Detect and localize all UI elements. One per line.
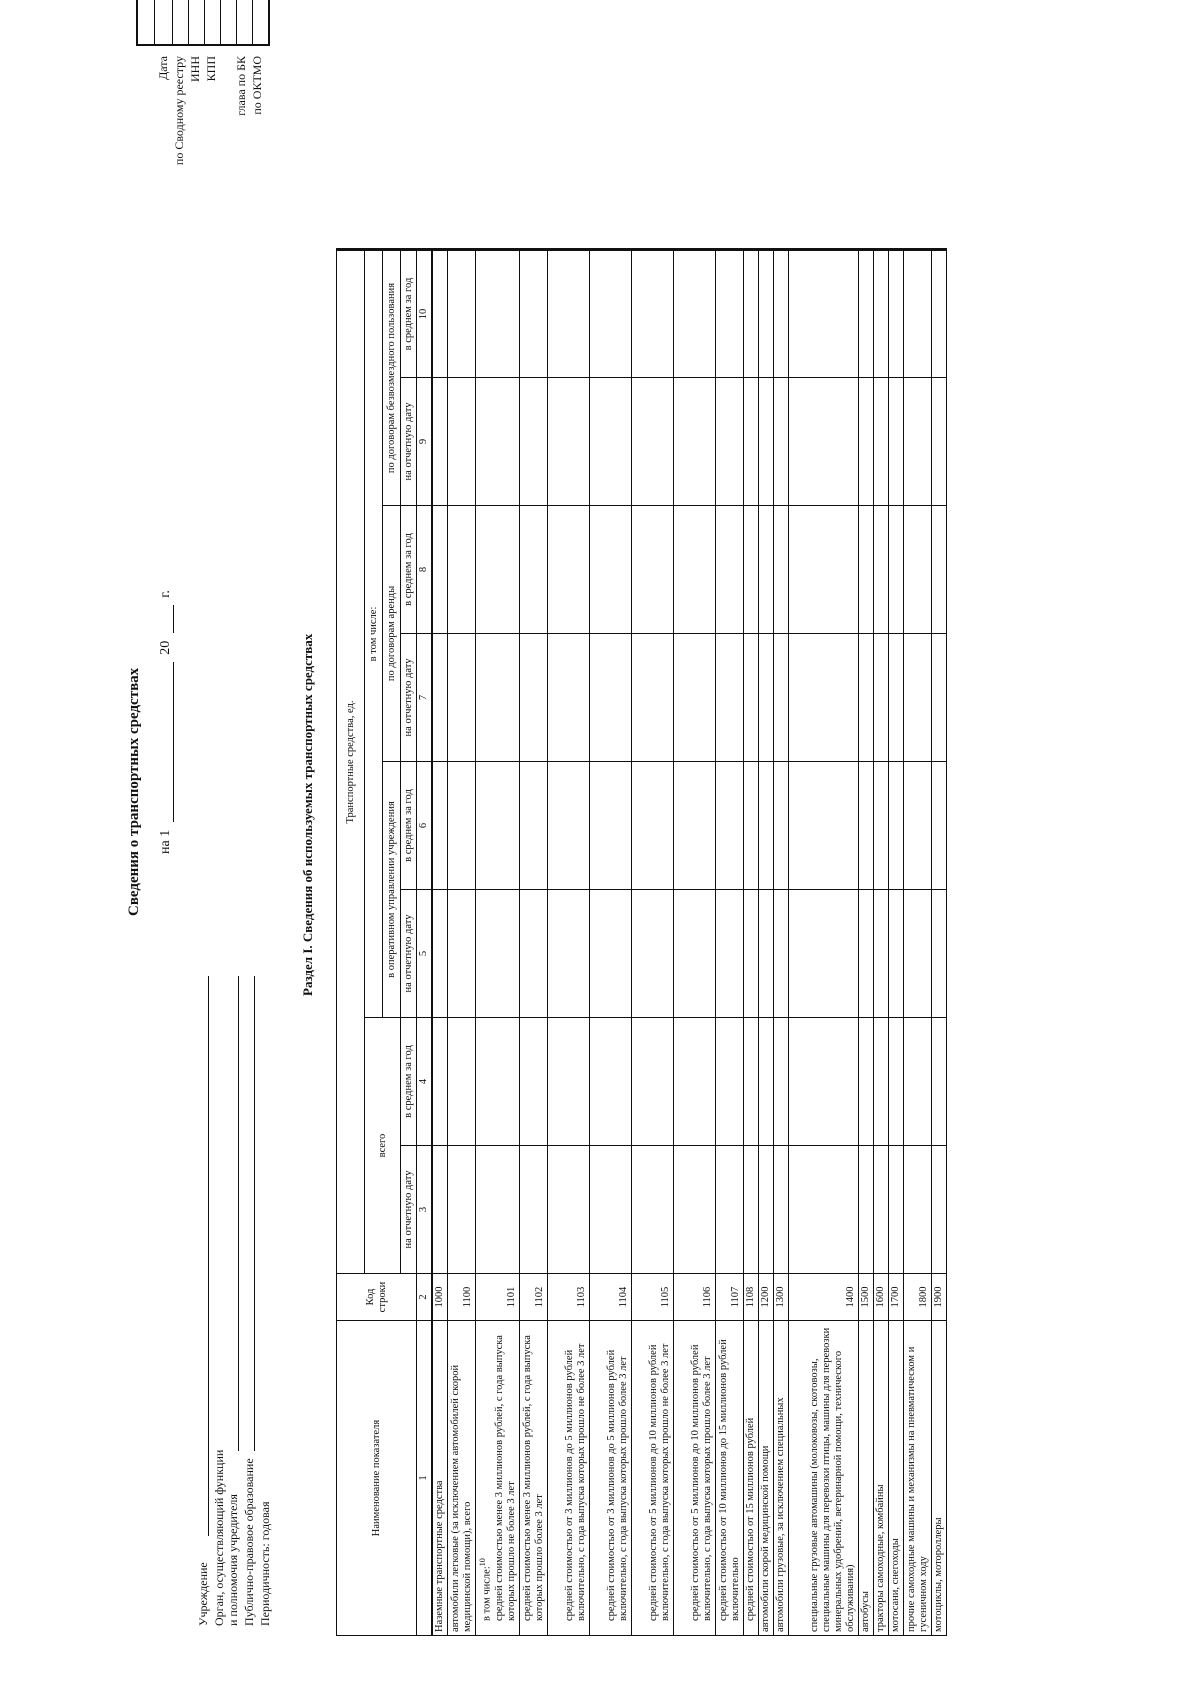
value-cell[interactable] — [873, 1018, 888, 1146]
row-name — [903, 1321, 931, 1636]
value-cell[interactable] — [888, 250, 903, 378]
field-line-municipality — [254, 976, 255, 1451]
value-cell[interactable] — [519, 762, 547, 890]
row-name-text: средней стоимостью от 5 миллионов до 10 миллионов рублей включительно, с года выпуска которых прошло не более 3 лет — [647, 1343, 671, 1621]
label-kpp: КПП — [204, 56, 218, 82]
value-cell[interactable] — [888, 762, 903, 890]
row-code: 1107 — [715, 1274, 743, 1321]
row-name-text: Наземные транспортные средства — [434, 1480, 445, 1632]
col-num: 8 — [417, 506, 433, 634]
label-registry: по Сводному реестру — [172, 56, 186, 166]
table-row — [931, 250, 946, 1636]
row-name — [758, 1321, 773, 1636]
row-name — [448, 1321, 476, 1636]
value-cell[interactable] — [873, 1146, 888, 1274]
value-cell[interactable] — [631, 250, 673, 378]
row-name-text: автомобили легковые (за исключением автомобилей скорой медицинской помощи), всего — [450, 1364, 473, 1632]
value-cell[interactable] — [519, 250, 547, 378]
row-code: 1700 — [888, 1274, 903, 1321]
row-code: 1400 — [788, 1274, 858, 1321]
label-date: Дата — [156, 56, 170, 80]
row-name-text: автомобили грузовые, за исключением специальных — [774, 1397, 786, 1632]
value-cell[interactable] — [519, 1018, 547, 1146]
value-cell[interactable] — [715, 378, 743, 506]
value-cell[interactable] — [931, 250, 946, 378]
row-code: 1800 — [903, 1274, 931, 1321]
value-cell[interactable] — [743, 1018, 758, 1146]
value-cell[interactable] — [743, 378, 758, 506]
value-cell[interactable] — [432, 762, 448, 890]
row-code: 1600 — [873, 1274, 888, 1321]
table-row — [715, 250, 743, 1636]
row-name — [873, 1321, 888, 1636]
header-avg: в среднем за год — [401, 506, 417, 634]
table-row — [589, 250, 631, 1636]
value-cell[interactable] — [931, 1146, 946, 1274]
value-cell[interactable] — [519, 506, 547, 634]
row-name-text: тракторы самоходные, комбайны — [874, 1484, 886, 1632]
row-name-text: средней стоимостью от 15 миллионов рублей — [744, 1417, 756, 1621]
table-row — [673, 250, 715, 1636]
value-cell[interactable] — [715, 506, 743, 634]
col-num: 7 — [417, 634, 433, 762]
value-cell[interactable] — [858, 250, 873, 378]
row-name-text: мотосани, снегоходы — [889, 1538, 901, 1632]
row-code: 1900 — [931, 1274, 946, 1321]
value-cell[interactable] — [476, 762, 520, 890]
value-cell[interactable] — [931, 506, 946, 634]
row-name-text: автобусы — [859, 1591, 871, 1632]
table-row — [758, 250, 773, 1636]
row-name-text: средней стоимостью от 5 миллионов до 10 миллионов рублей включительно, с года выпуска которых прошло более 3 лет — [689, 1344, 713, 1621]
value-cell[interactable] — [448, 250, 476, 378]
table-row — [773, 250, 788, 1636]
value-cell[interactable] — [903, 762, 931, 890]
value-cell[interactable] — [673, 378, 715, 506]
transport-table — [336, 248, 947, 1636]
value-cell[interactable] — [743, 250, 758, 378]
col-num: 2 — [417, 1274, 433, 1321]
field-periodicity: Периодичность: годовая — [258, 1501, 272, 1626]
section-title: Раздел I. Сведения об используемых транспортных средствах — [300, 633, 315, 996]
value-cell[interactable] — [888, 506, 903, 634]
value-cell[interactable] — [432, 1146, 448, 1274]
header-transport: Транспортные средства, ед. — [337, 250, 365, 1274]
value-cell[interactable] — [715, 634, 743, 762]
value-cell[interactable] — [476, 1146, 520, 1274]
value-cell[interactable] — [715, 1146, 743, 1274]
value-cell[interactable] — [888, 378, 903, 506]
row-name-text: мотоциклы, мотороллеры — [932, 1517, 944, 1632]
codes-header — [136, 0, 155, 46]
value-cell[interactable] — [631, 506, 673, 634]
value-cell[interactable] — [547, 250, 589, 378]
value-cell[interactable] — [476, 1018, 520, 1146]
row-name — [931, 1321, 946, 1636]
value-cell[interactable] — [547, 506, 589, 634]
value-cell[interactable] — [903, 1146, 931, 1274]
row-name — [788, 1321, 858, 1636]
value-cell[interactable] — [873, 250, 888, 378]
field-founder-1: Орган, осуществляющий функции — [212, 1449, 226, 1626]
row-name — [743, 1321, 758, 1636]
row-name-prefix: в том числе:$^{10}$ — [478, 1558, 493, 1621]
row-code: 1300 — [773, 1274, 788, 1321]
date-suffix: г. — [158, 590, 173, 598]
value-cell[interactable] — [743, 1146, 758, 1274]
col-num: 4 — [417, 1018, 433, 1146]
col-num: 5 — [417, 890, 433, 1018]
value-cell[interactable] — [931, 762, 946, 890]
value-cell[interactable] — [547, 1146, 589, 1274]
row-name — [589, 1321, 631, 1636]
value-cell[interactable] — [448, 1146, 476, 1274]
row-name-text: средней стоимостью менее 3 миллионов рублей, с года выпуска которых прошло не более 3 лет — [493, 1335, 517, 1621]
value-cell[interactable] — [715, 250, 743, 378]
row-code: 1104 — [589, 1274, 631, 1321]
value-cell[interactable] — [788, 506, 858, 634]
row-code: 1500 — [858, 1274, 873, 1321]
date-prefix: на 1 — [158, 829, 173, 854]
header-operational: в оперативном управлении учреждения — [383, 762, 401, 1018]
col-num: 10 — [417, 250, 433, 378]
row-name-text: средней стоимостью от 10 миллионов до 15 миллионов рублей включительно — [717, 1339, 741, 1621]
value-cell[interactable] — [589, 1018, 631, 1146]
value-cell[interactable] — [673, 1018, 715, 1146]
value-cell[interactable] — [758, 634, 773, 762]
value-cell[interactable] — [589, 506, 631, 634]
footnote-marker: 10 — [478, 1558, 487, 1567]
row-name — [476, 1321, 520, 1636]
table-row — [476, 250, 520, 1636]
table-row — [631, 250, 673, 1636]
value-cell[interactable] — [873, 634, 888, 762]
value-cell[interactable] — [788, 250, 858, 378]
value-cell[interactable] — [903, 1018, 931, 1146]
row-name — [547, 1321, 589, 1636]
header-at-date: на отчетную дату — [401, 890, 417, 1018]
table-row — [888, 250, 903, 1636]
row-name — [888, 1321, 903, 1636]
value-cell[interactable] — [903, 506, 931, 634]
value-cell[interactable] — [715, 762, 743, 890]
value-cell[interactable] — [673, 890, 715, 1018]
table-row — [873, 250, 888, 1636]
table-row — [432, 250, 448, 1636]
row-name-text: средней стоимостью менее 3 миллионов рублей, с года выпуска которых прошло более 3 лет — [521, 1335, 545, 1621]
value-cell[interactable] — [773, 890, 788, 1018]
value-cell[interactable] — [888, 1018, 903, 1146]
row-code: 1106 — [673, 1274, 715, 1321]
row-name — [773, 1321, 788, 1636]
field-municipality: Публично-правовое образование — [242, 1458, 256, 1626]
value-cell[interactable] — [773, 378, 788, 506]
field-line-founder — [238, 976, 239, 1451]
value-cell[interactable] — [589, 250, 631, 378]
value-cell[interactable] — [773, 762, 788, 890]
value-cell[interactable] — [888, 890, 903, 1018]
year-blank — [161, 605, 174, 633]
value-cell[interactable] — [448, 378, 476, 506]
value-cell[interactable] — [758, 890, 773, 1018]
value-cell[interactable] — [673, 762, 715, 890]
header-total: всего — [365, 1018, 401, 1274]
value-cell[interactable] — [903, 250, 931, 378]
codes-row-oktmo[interactable] — [252, 0, 271, 46]
value-cell[interactable] — [888, 634, 903, 762]
value-cell[interactable] — [547, 378, 589, 506]
value-cell[interactable] — [873, 890, 888, 1018]
value-cell[interactable] — [758, 378, 773, 506]
value-cell[interactable] — [631, 1146, 673, 1274]
value-cell[interactable] — [631, 762, 673, 890]
value-cell[interactable] — [788, 762, 858, 890]
value-cell[interactable] — [931, 890, 946, 1018]
value-cell[interactable] — [631, 1018, 673, 1146]
row-code: 1102 — [519, 1274, 547, 1321]
header-at-date: на отчетную дату — [401, 378, 417, 506]
value-cell[interactable] — [448, 890, 476, 1018]
value-cell[interactable] — [631, 890, 673, 1018]
header-name: Наименование показателя — [337, 1321, 417, 1636]
value-cell[interactable] — [432, 890, 448, 1018]
value-cell[interactable] — [873, 506, 888, 634]
header-avg: в среднем за год — [401, 1018, 417, 1146]
row-code: 1100 — [448, 1274, 476, 1321]
header-including: в том числе: — [365, 250, 383, 1018]
value-cell[interactable] — [743, 762, 758, 890]
row-code: 1108 — [743, 1274, 758, 1321]
row-code: 1105 — [631, 1274, 673, 1321]
value-cell[interactable] — [432, 378, 448, 506]
value-cell[interactable] — [589, 762, 631, 890]
value-cell[interactable] — [589, 634, 631, 762]
table-row — [519, 250, 547, 1636]
value-cell[interactable] — [432, 506, 448, 634]
label-bk-chapter: глава по БК — [234, 56, 248, 116]
value-cell[interactable] — [432, 634, 448, 762]
value-cell[interactable] — [519, 890, 547, 1018]
value-cell[interactable] — [631, 634, 673, 762]
value-cell[interactable] — [758, 250, 773, 378]
row-name — [673, 1321, 715, 1636]
value-cell[interactable] — [858, 1146, 873, 1274]
document-title: Сведения о транспортных средствах — [126, 667, 142, 916]
header-free-use: по договорам безвозмездного пользования — [383, 250, 401, 506]
date-blank — [161, 662, 174, 822]
value-cell[interactable] — [448, 1018, 476, 1146]
header-code: Код строки — [337, 1274, 417, 1321]
row-name-text: автомобили скорой медицинской помощи — [759, 1445, 771, 1632]
value-cell[interactable] — [743, 506, 758, 634]
value-cell[interactable] — [547, 890, 589, 1018]
value-cell[interactable] — [476, 250, 520, 378]
header-at-date: на отчетную дату — [401, 1146, 417, 1274]
value-cell[interactable] — [673, 634, 715, 762]
value-cell[interactable] — [858, 378, 873, 506]
value-cell[interactable] — [448, 634, 476, 762]
col-num: 9 — [417, 378, 433, 506]
value-cell[interactable] — [673, 1146, 715, 1274]
value-cell[interactable] — [858, 890, 873, 1018]
value-cell[interactable] — [589, 378, 631, 506]
row-name-text: средней стоимостью от 3 миллионов до 5 миллионов рублей включительно, с года выпуска которых прошло не более 3 лет — [563, 1343, 587, 1621]
value-cell[interactable] — [476, 634, 520, 762]
value-cell[interactable] — [858, 1018, 873, 1146]
col-num: 6 — [417, 762, 433, 890]
header-avg: в среднем за год — [401, 762, 417, 890]
value-cell[interactable] — [547, 634, 589, 762]
value-cell[interactable] — [547, 1018, 589, 1146]
row-name — [858, 1321, 873, 1636]
row-name — [432, 1321, 448, 1636]
date-year-prefix: 20 — [158, 640, 173, 655]
value-cell[interactable] — [773, 1018, 788, 1146]
field-line-institution — [208, 976, 209, 1536]
value-cell[interactable] — [788, 1018, 858, 1146]
value-cell[interactable] — [858, 762, 873, 890]
value-cell[interactable] — [858, 634, 873, 762]
row-name — [631, 1321, 673, 1636]
value-cell[interactable] — [858, 506, 873, 634]
value-cell[interactable] — [589, 890, 631, 1018]
value-cell[interactable] — [519, 378, 547, 506]
value-cell[interactable] — [673, 250, 715, 378]
value-cell[interactable] — [773, 250, 788, 378]
table-row — [743, 250, 758, 1636]
value-cell[interactable] — [476, 378, 520, 506]
value-cell[interactable] — [773, 506, 788, 634]
value-cell[interactable] — [715, 1018, 743, 1146]
row-code: 1200 — [758, 1274, 773, 1321]
header-avg: в среднем за год — [401, 250, 417, 378]
label-inn: ИНН — [188, 56, 202, 82]
value-cell[interactable] — [873, 378, 888, 506]
value-cell[interactable] — [589, 1146, 631, 1274]
header-at-date: на отчетную дату — [401, 634, 417, 762]
table-row — [448, 250, 476, 1636]
value-cell[interactable] — [758, 1146, 773, 1274]
col-num: 3 — [417, 1146, 433, 1274]
value-cell[interactable] — [519, 1146, 547, 1274]
table-row — [547, 250, 589, 1636]
value-cell[interactable] — [448, 762, 476, 890]
row-name — [715, 1321, 743, 1636]
value-cell[interactable] — [773, 1146, 788, 1274]
field-institution: Учреждение — [196, 1562, 210, 1626]
value-cell[interactable] — [758, 1018, 773, 1146]
table-row — [858, 250, 873, 1636]
value-cell[interactable] — [888, 1146, 903, 1274]
value-cell[interactable] — [715, 890, 743, 1018]
row-code: 1101 — [476, 1274, 520, 1321]
value-cell[interactable] — [432, 250, 448, 378]
value-cell[interactable] — [931, 1018, 946, 1146]
value-cell[interactable] — [788, 634, 858, 762]
value-cell[interactable] — [448, 506, 476, 634]
value-cell[interactable] — [631, 378, 673, 506]
value-cell[interactable] — [547, 762, 589, 890]
value-cell[interactable] — [788, 890, 858, 1018]
header-lease: по договорам аренды — [383, 506, 401, 762]
value-cell[interactable] — [743, 634, 758, 762]
value-cell[interactable] — [903, 378, 931, 506]
value-cell[interactable] — [476, 506, 520, 634]
row-name — [519, 1321, 547, 1636]
value-cell[interactable] — [903, 890, 931, 1018]
value-cell[interactable] — [519, 634, 547, 762]
value-cell[interactable] — [903, 634, 931, 762]
value-cell[interactable] — [931, 634, 946, 762]
value-cell[interactable] — [758, 506, 773, 634]
value-cell[interactable] — [873, 762, 888, 890]
value-cell[interactable] — [788, 378, 858, 506]
col-num: 1 — [417, 1321, 433, 1636]
row-code: 1103 — [547, 1274, 589, 1321]
value-cell[interactable] — [476, 890, 520, 1018]
field-founder-2: и полномочия учредителя — [226, 1494, 240, 1626]
row-name-text: прочие самоходные машины и механизмы на пневматическом и гусеничном ходу — [905, 1346, 929, 1632]
table-row — [903, 250, 931, 1636]
value-cell[interactable] — [673, 506, 715, 634]
row-name-text: специальные грузовые автомашины (молоковозы, скотовозы, специальные машины для перевозки птицы, машины для перевозки минеральных удобрений, ветеринарной помощи, технического обслуживания) — [808, 1327, 856, 1632]
table-row — [788, 250, 858, 1636]
value-cell[interactable] — [931, 378, 946, 506]
value-cell[interactable] — [758, 762, 773, 890]
value-cell[interactable] — [743, 890, 758, 1018]
value-cell[interactable] — [788, 1146, 858, 1274]
row-name-text: средней стоимостью от 3 миллионов до 5 миллионов рублей включительно, с года выпуска которых прошло более 3 лет — [605, 1349, 629, 1621]
report-date-line — [158, 590, 174, 854]
label-oktmo: по ОКТМО — [250, 56, 264, 115]
value-cell[interactable] — [773, 634, 788, 762]
value-cell[interactable] — [432, 1018, 448, 1146]
row-code: 1000 — [432, 1274, 448, 1321]
